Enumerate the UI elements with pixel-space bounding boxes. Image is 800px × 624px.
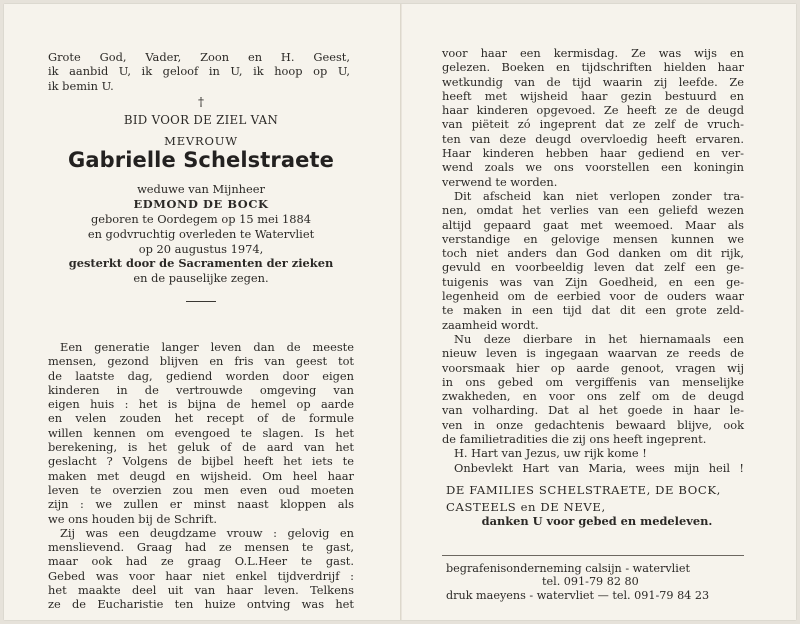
text-line: te maken in een tijd dat dit een grote zeld-: [442, 303, 744, 318]
blessing-line: en de pauselijke zegen.: [133, 271, 269, 285]
text-line: tuigenis was van Zijn Goedheid, en een ge-: [442, 274, 744, 289]
text-line: Gebed was voor haar niet enkel tijdverdrijf :: [48, 568, 354, 583]
birth-line: geboren te Oordegem op 15 mei 1884: [90, 212, 312, 226]
text-line: voorsmaak hier op aarde genoot, vragen wij: [442, 360, 744, 375]
text-line: zwakheden, en voor ons zelf om de deugd: [442, 389, 744, 404]
text-line: van piëteit zó ingeprent dat ze zelf de vruch-: [442, 117, 744, 132]
prayer-line: ik aanbid U, ik geloof in U, ik hoop op U,: [48, 64, 350, 79]
text-line: leven te overzien zou men even oud moeten: [48, 482, 354, 497]
text-line: geslacht ? Volgens de bijbel heeft het iets te: [48, 454, 354, 469]
text-line: menslievend. Graag had ze mensen te gast,: [48, 540, 354, 555]
families-line: DE FAMILIES SCHELSTRAETE, DE BOCK,: [446, 483, 721, 497]
text-line: mensen, gezond blijven en fris van geest tot: [48, 354, 354, 369]
prayer-line: ik bemin U.: [48, 78, 114, 93]
text-line: nen, omdat het verlies van een geliefd wezen: [442, 203, 744, 218]
undertaker-line: begrafenisonderneming calsijn - watervliet: [446, 562, 690, 575]
text-line: we ons houden bij de Schrift.: [48, 511, 218, 526]
eulogy-text-right: [442, 46, 744, 475]
text-line: eigen huis : het is bijna de hemel op aarde: [48, 397, 354, 412]
text-line: Dit afscheid kan niet verlopen zonder tra-: [454, 188, 744, 203]
husband-name: EDMOND DE BOCK: [133, 197, 269, 211]
text-line: van volharding. Dat al het goede in haar le-: [442, 403, 744, 418]
text-line: maken met deugd en wijsheid. Om heel haar: [48, 468, 354, 483]
text-line: willen kennen om evengoed te slagen. Is het: [48, 425, 354, 440]
sacraments-line: gesterkt door de Sacramenten der zieken: [68, 256, 334, 270]
opening-prayer: [48, 50, 350, 93]
text-line: ze de Eucharistie ten huize ontving was het: [48, 597, 354, 612]
title-mevrouw: MEVROUW: [164, 134, 238, 148]
text-line: verstandige en gelovige mensen kunnen we: [442, 231, 744, 246]
text-line: en velen zouden het recept of de formule: [48, 411, 354, 426]
thanks-line: danken U voor gebed en medeleven.: [481, 514, 713, 528]
families-block: [446, 482, 746, 516]
text-line: nieuw leven is ingegaan waarvan ze reeds de: [442, 346, 744, 361]
text-line: wend zoals we ons voorstellen een koningin: [442, 160, 744, 175]
text-line: Zij was een deugdzame vrouw : gelovig en: [60, 525, 354, 540]
text-line: toch niet anders dan God danken om dit rijk,: [442, 246, 744, 261]
pray-for-soul-line: BID VOOR DE ZIEL VAN: [123, 113, 279, 127]
death-date: op 20 augustus 1974,: [138, 242, 264, 256]
text-line: verwend te worden.: [442, 174, 558, 189]
text-line: Nu deze dierbare in het hiernamaals een: [454, 331, 744, 346]
text-line: legenheid om de eerbied voor de ouders waar: [442, 289, 744, 304]
text-line: het maakte deel uit van haar leven. Telkens: [48, 583, 354, 598]
text-line: Een generatie langer leven dan de meeste: [60, 340, 354, 354]
text-line: berekening, is het geluk of de aard van het: [48, 440, 354, 455]
fold-line: [400, 4, 402, 620]
text-line: heeft met wijsheid haar gezin bestuurd en: [442, 88, 744, 103]
deceased-name: Gabrielle Schelstraete: [68, 148, 334, 172]
printer-line: druk maeyens - watervliet — tel. 091-79 84 23: [446, 589, 710, 602]
text-line: Onbevlekt Hart van Maria, wees mijn heil !: [454, 460, 744, 475]
text-line: zijn : we zullen er minst naast kloppen als: [48, 497, 354, 512]
death-line: en godvruchtig overleden te Watervliet: [87, 227, 315, 241]
eulogy-text-left: [48, 340, 354, 612]
prayer-line: Grote God, Vader, Zoon en H. Geest,: [48, 50, 350, 64]
text-line: Haar kinderen hebben haar gediend en ver-: [442, 146, 744, 161]
widow-of-line: weduwe van Mijnheer: [137, 182, 265, 196]
text-line: ten van deze deugd overvloedig heeft ervaren.: [442, 131, 744, 146]
text-line: maar ook had ze graag O.L.Heer te gast.: [48, 554, 354, 569]
text-line: altijd gepaard gaat met weemoed. Maar als: [442, 217, 744, 232]
text-line: ven in onze gedachtenis bewaard blijve, ook: [442, 417, 744, 432]
text-line: gevuld en voorbeeldig leven dat zelf een ge-: [442, 260, 744, 275]
undertaker-phone: tel. 091-79 82 80: [542, 575, 639, 588]
text-line: de laatste dag, gediend worden door eigen: [48, 368, 354, 383]
text-line: voor haar een kermisdag. Ze was wijs en: [442, 46, 744, 60]
text-line: wetkundig van de tijd waarin zij leefde. Ze: [442, 74, 744, 89]
text-line: kinderen in de vertrouwde omgeving van: [48, 382, 354, 397]
text-line: gelezen. Boeken en tijdschriften hielden haar: [442, 60, 744, 75]
divider: [186, 301, 216, 302]
text-line: zaamheid wordt.: [442, 317, 539, 332]
families-line: CASTEELS en DE NEVE,: [446, 500, 606, 514]
divider: [442, 555, 744, 556]
text-line: in ons gebed om vergiffenis van menselijke: [442, 374, 744, 389]
text-line: de familietradities die zij ons heeft ingeprent.: [442, 432, 707, 447]
cross-icon: †: [198, 95, 204, 109]
text-line: haar kinderen opgevoed. Ze heeft ze de deugd: [442, 103, 744, 118]
text-line: H. Hart van Jezus, uw rijk kome !: [454, 446, 647, 461]
